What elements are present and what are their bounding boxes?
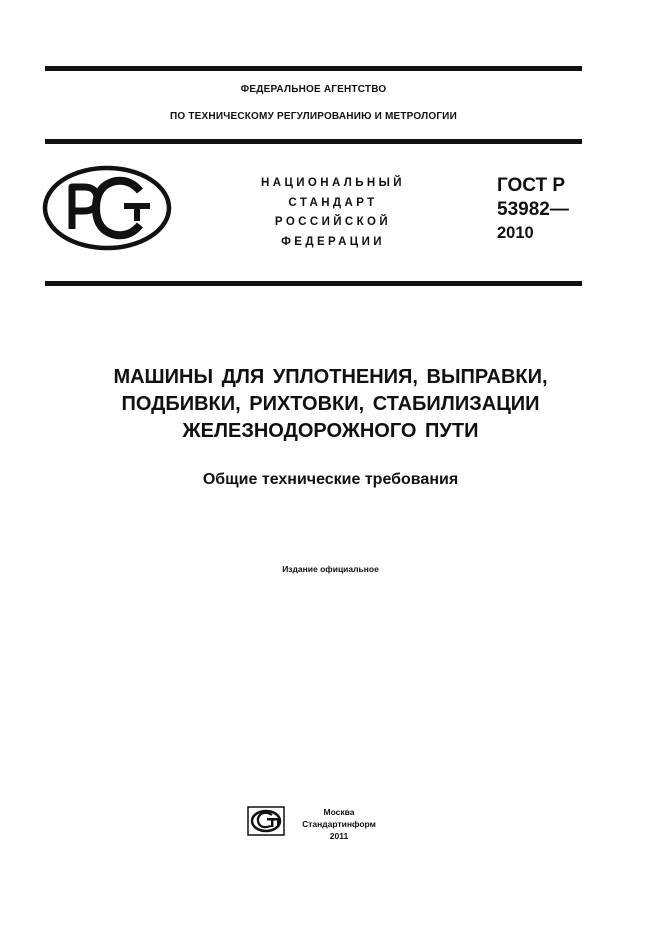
title-line: МАШИНЫ ДЛЯ УПЛОТНЕНИЯ, ВЫПРАВКИ, bbox=[113, 366, 548, 388]
national-standard-label bbox=[228, 174, 438, 252]
publisher-year: 2011 bbox=[329, 831, 349, 841]
gost-designation bbox=[497, 174, 569, 244]
national-standard-line: НАЦИОНАЛЬНЫЙ bbox=[261, 177, 405, 189]
national-standard-line: РОССИЙСКОЙ bbox=[274, 216, 392, 228]
header-rule bbox=[45, 139, 582, 144]
standartinform-logo-icon bbox=[247, 806, 285, 836]
document-subtitle: Общие технические требования bbox=[202, 471, 459, 488]
publisher-name: Стандартинформ bbox=[302, 819, 376, 829]
rst-logo-icon bbox=[42, 165, 172, 251]
agency-line-1: ФЕДЕРАЛЬНОЕ АГЕНТСТВО bbox=[240, 84, 387, 95]
edition-label: Издание официальное bbox=[282, 564, 379, 574]
title-line: ПОДБИВКИ, РИХТОВКИ, СТАБИЛИЗАЦИИ bbox=[121, 393, 540, 415]
publisher-city: Москва bbox=[323, 807, 355, 817]
section-rule bbox=[45, 281, 582, 286]
national-standard-line: ФЕДЕРАЦИИ bbox=[281, 235, 385, 248]
agency-line-2: ПО ТЕХНИЧЕСКОМУ РЕГУЛИРОВАНИЮ И МЕТРОЛОГИИ bbox=[170, 111, 457, 122]
gost-prefix: ГОСТ Р bbox=[497, 175, 566, 196]
gost-year: 2010 bbox=[497, 224, 534, 242]
national-standard-line: СТАНДАРТ bbox=[288, 196, 378, 209]
title-line: ЖЕЛЕЗНОДОРОЖНОГО ПУТИ bbox=[182, 420, 479, 442]
document-title bbox=[40, 364, 621, 445]
publisher-info bbox=[294, 806, 384, 842]
top-rule bbox=[45, 66, 582, 71]
gost-number: 53982— bbox=[497, 199, 569, 220]
